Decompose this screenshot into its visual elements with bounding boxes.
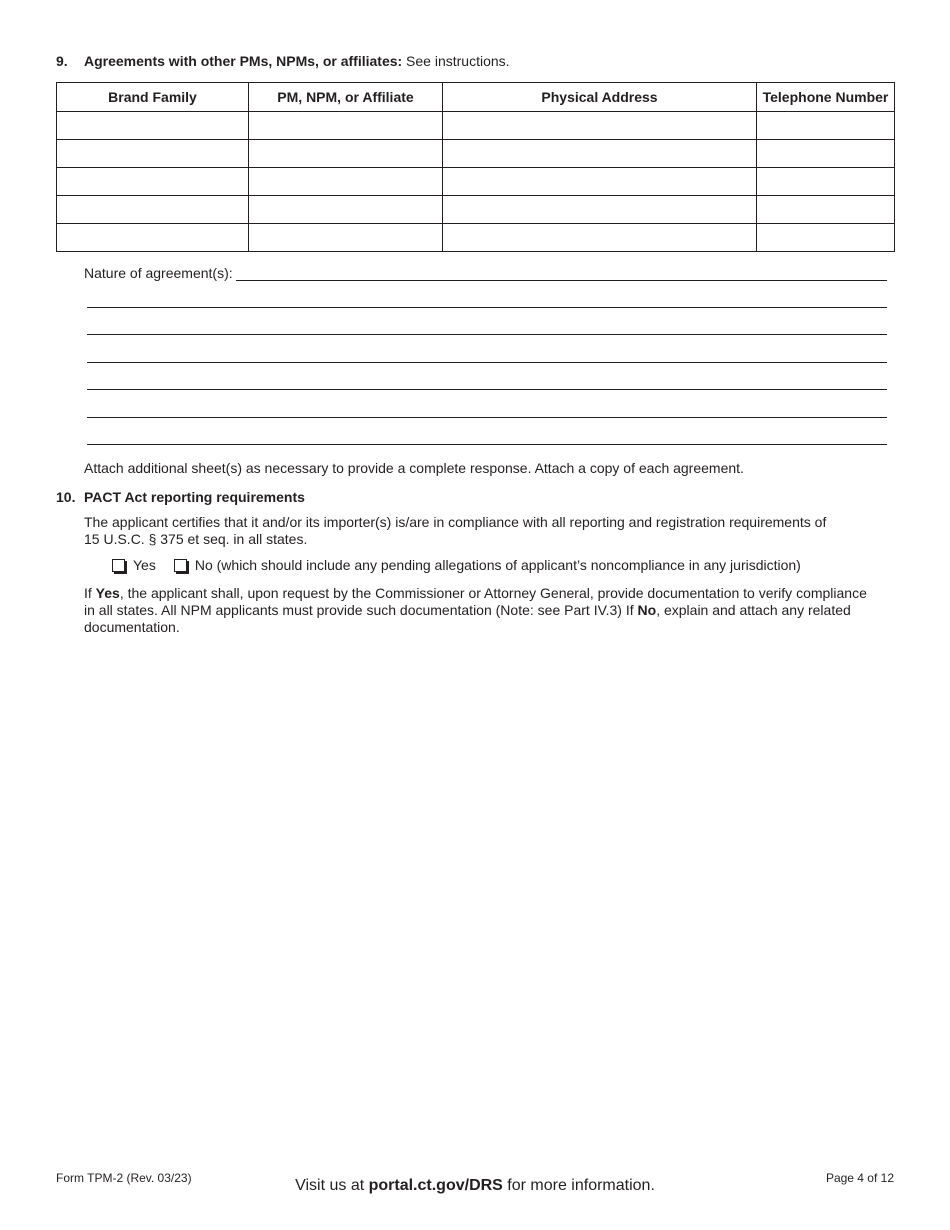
affiliate-cell[interactable] [249,140,443,168]
no-option[interactable] [174,557,801,573]
header-brand-family: Brand Family [57,83,249,112]
table-row [57,196,895,224]
header-physical-address: Physical Address [443,83,757,112]
table-row [57,140,895,168]
brand-family-cell[interactable] [57,196,249,224]
brand-family-cell[interactable] [57,224,249,252]
no-label: No (which should include any pending allegations of applicant’s noncompliance in any jurisdiction) [194,557,801,573]
telephone-cell[interactable] [757,168,895,196]
telephone-cell[interactable] [757,112,895,140]
followup-no: No [637,602,657,618]
brand-family-cell[interactable] [57,168,249,196]
nature-answer-line[interactable] [87,307,887,308]
page-number: Page 4 of 12 [825,1171,894,1185]
brand-family-cell[interactable] [57,140,249,168]
section-9-title: Agreements with other PMs, NPMs, or affiliates: [84,53,403,69]
telephone-cell[interactable] [757,196,895,224]
yes-option[interactable] [112,557,156,573]
no-checkbox[interactable] [174,559,187,572]
section-10-title: PACT Act reporting requirements [84,489,305,505]
followup-text [84,585,874,636]
affiliate-cell[interactable] [249,168,443,196]
certification-line-1: The applicant certifies that it and/or its importer(s) is/are in compliance with all reporting and registration requirements of [84,514,827,530]
affiliate-cell[interactable] [249,224,443,252]
certification-text [84,514,874,548]
telephone-cell[interactable] [757,140,895,168]
certification-line-2: 15 U.S.C. § 375 et seq. in all states. [84,531,308,547]
section-9-instructions: See instructions. [402,53,510,69]
address-cell[interactable] [443,140,757,168]
address-cell[interactable] [443,112,757,140]
section-10-heading [56,489,305,505]
address-cell[interactable] [443,224,757,252]
form-id: Form TPM-2 (Rev. 03/23) [56,1171,192,1185]
visit-line [0,1177,950,1195]
followup-mid: , the applicant shall, upon request by the Commissioner or Attorney General, provide documentation to verify compliance in all states. All NPM applicants must provide such documentation (Note: see Part IV.3) If [84,585,867,618]
compliance-options [112,557,819,573]
nature-label: Nature of agreement(s): [84,265,233,281]
telephone-cell[interactable] [757,224,895,252]
nature-answer-line[interactable] [87,389,887,390]
visit-suffix: for more information. [502,1177,655,1194]
nature-answer-line[interactable] [87,417,887,418]
header-pm-npm-affiliate: PM, NPM, or Affiliate [249,83,443,112]
followup-end: , explain and attach any related documentation. [84,602,851,635]
nature-of-agreements [84,265,887,281]
affiliate-cell[interactable] [249,112,443,140]
header-telephone-number: Telephone Number [757,83,895,112]
section-10-number: 10. [56,489,76,505]
agreements-table [56,82,895,252]
table-row [57,168,895,196]
section-9-heading [56,53,510,69]
yes-label: Yes [133,557,156,573]
nature-answer-line[interactable] [87,362,887,363]
followup-yes: Yes [95,585,120,601]
section-9-number: 9. [56,53,68,69]
brand-family-cell[interactable] [57,112,249,140]
table-header-row [57,83,895,112]
affiliate-cell[interactable] [249,196,443,224]
table-row [57,224,895,252]
nature-input-line[interactable] [236,266,887,281]
table-row [57,112,895,140]
nature-answer-line[interactable] [87,334,887,335]
followup-if: If [84,585,96,601]
visit-prefix: Visit us at [295,1177,369,1194]
yes-checkbox[interactable] [112,559,125,572]
attach-note: Attach additional sheet(s) as necessary to provide a complete response. Attach a copy of each agreement. [84,460,744,476]
address-cell[interactable] [443,196,757,224]
website-link[interactable]: portal.ct.gov/DRS [368,1177,503,1194]
address-cell[interactable] [443,168,757,196]
nature-answer-line[interactable] [87,444,887,445]
